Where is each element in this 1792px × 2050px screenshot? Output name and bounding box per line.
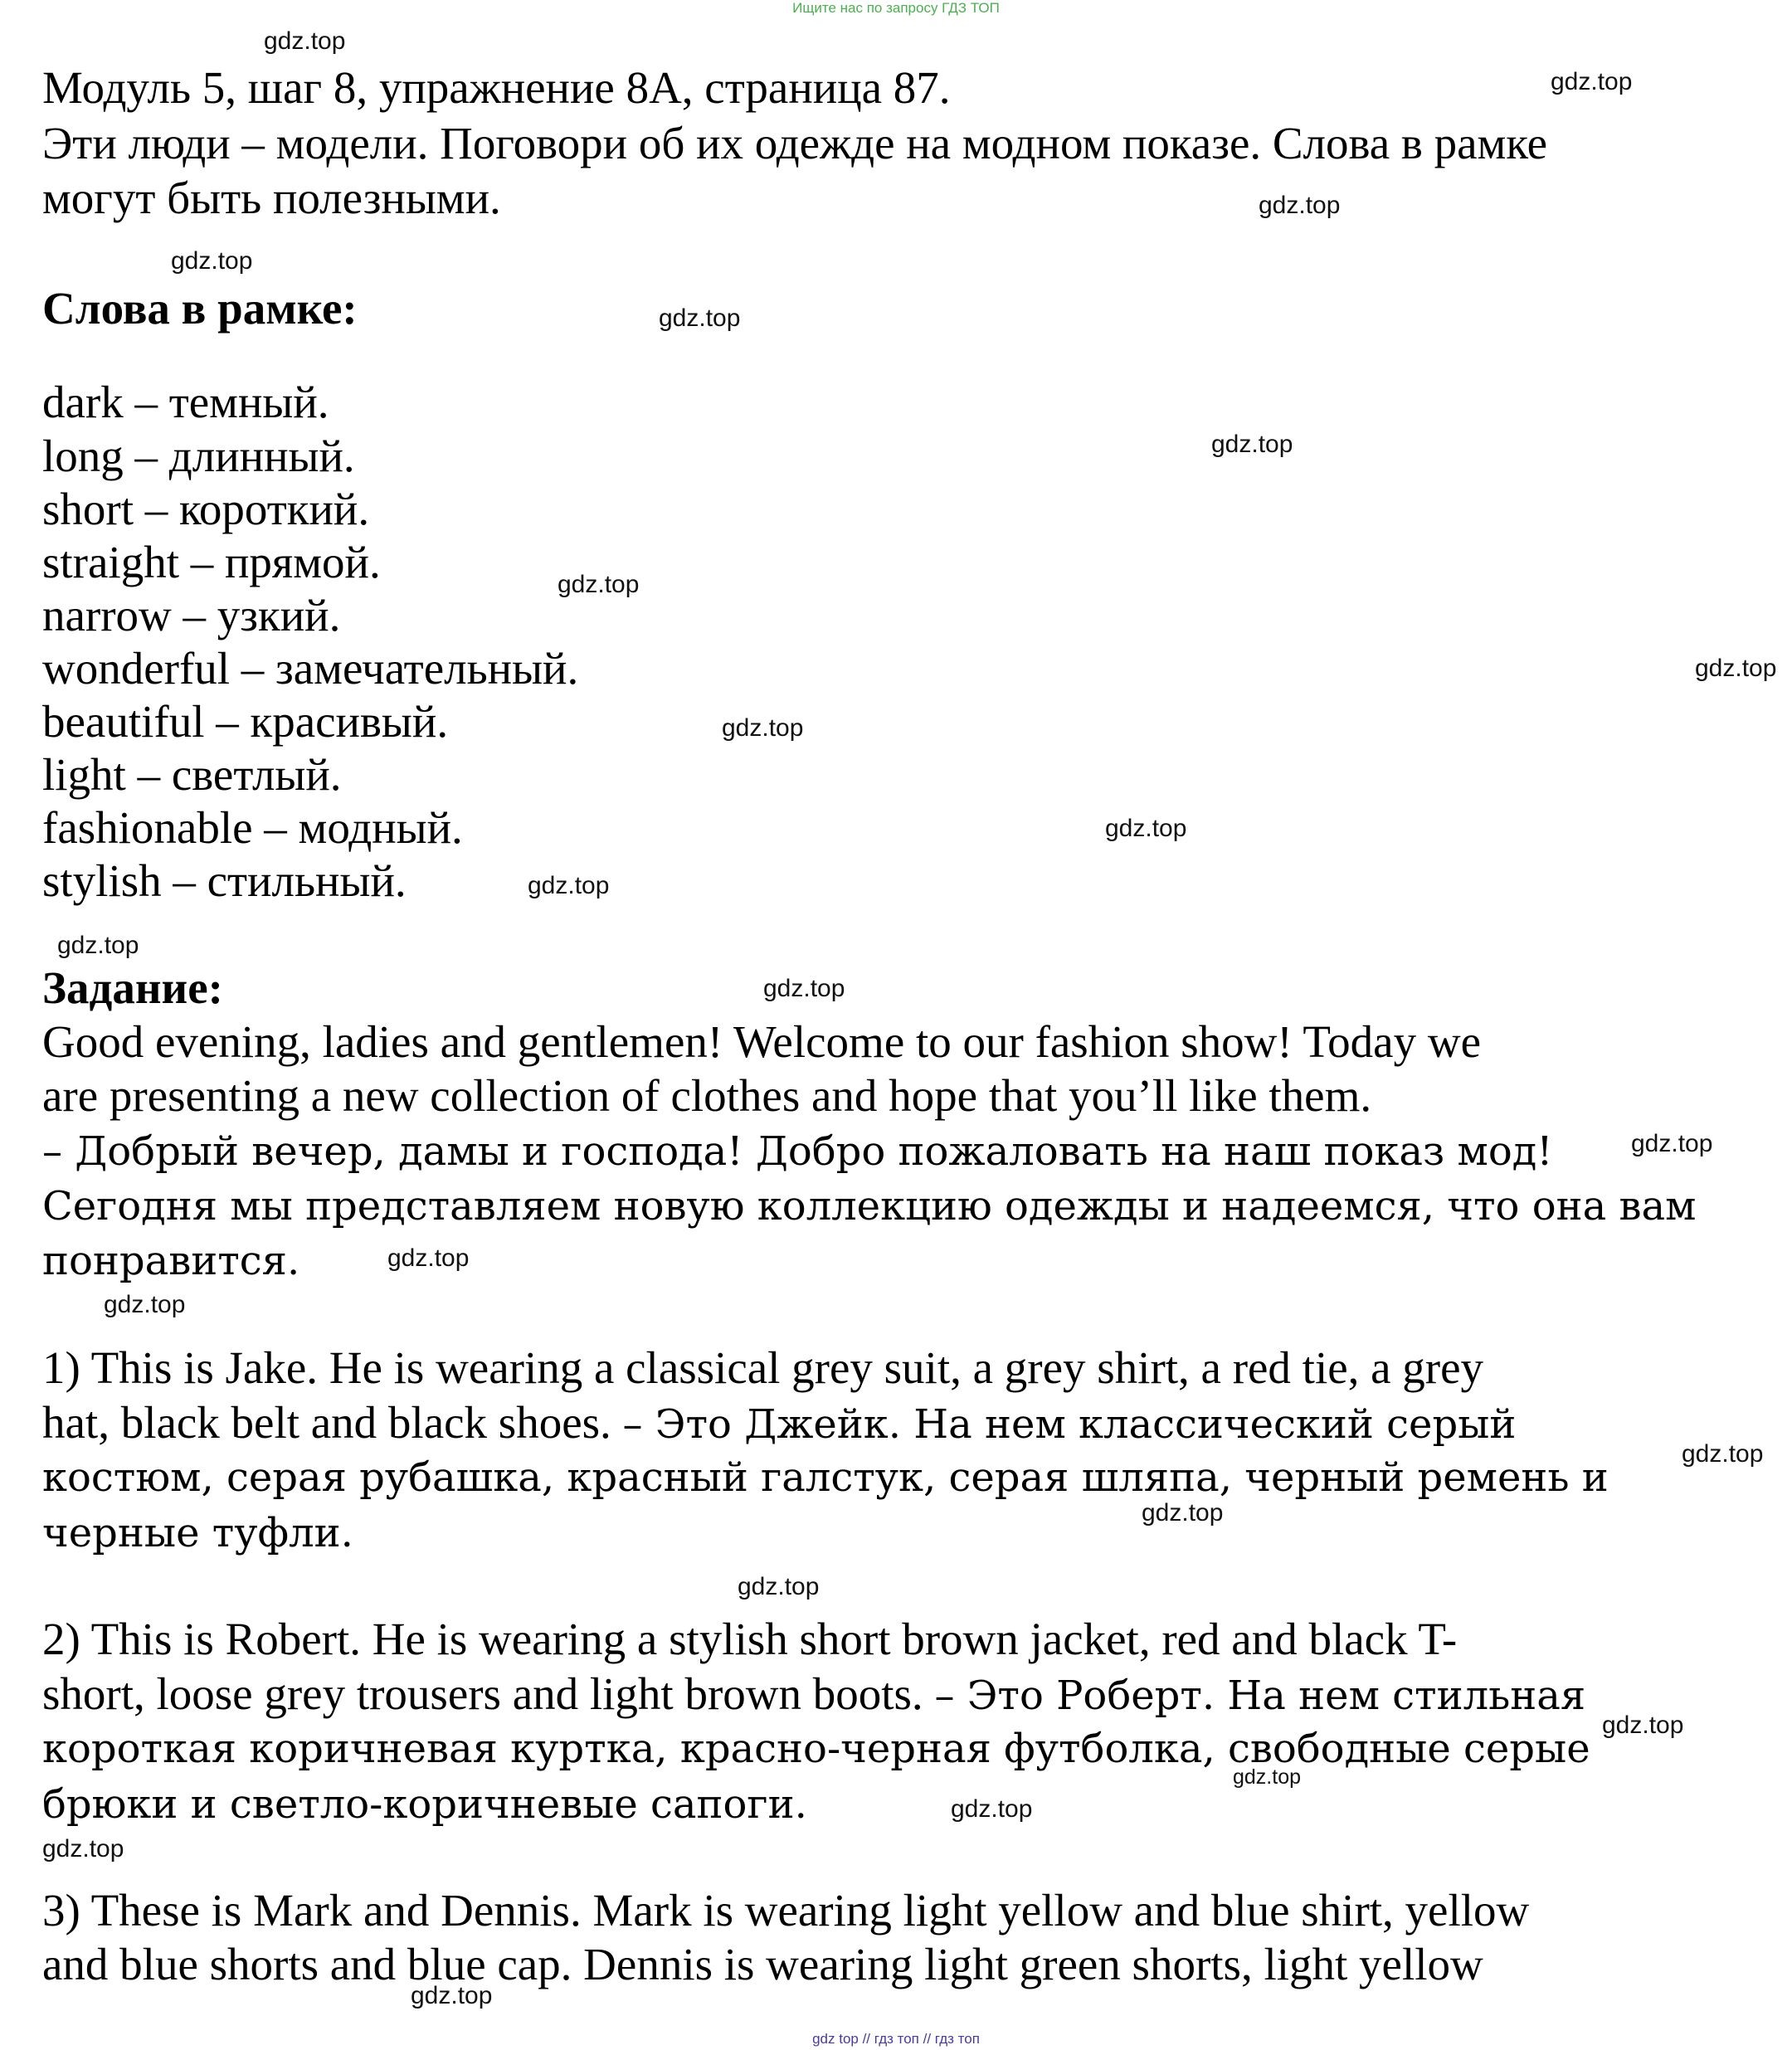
watermark: gdz.top [1695,655,1777,682]
word-item: long – длинный. [42,431,355,481]
words-title: Слова в рамке: [42,283,358,334]
watermark: gdz.top [1551,68,1633,95]
item1-english-text: hat, black belt and black shoes. [42,1397,623,1448]
word-item: narrow – узкий. [42,590,341,640]
item2-russian-text: – Это Роберт. На нем стильная [934,1673,1586,1719]
word-item: wonderful – замечательный. [42,643,579,694]
intro-line: могут быть полезными. [42,173,501,223]
task-title: Задание: [42,962,223,1013]
item1-russian-text: – Это Джейк. На нем классический серый [622,1401,1517,1448]
task-english-line: are presenting a new collection of clothes and hope that you’ll like them. [42,1070,1372,1121]
watermark: gdz.top [722,714,804,742]
top-banner: Ищите нас по запросу ГДЗ ТОП [792,0,1000,16]
item1-english-line: 1) This is Jake. He is wearing a classical grey suit, a grey shirt, a red tie, a grey [42,1342,1484,1393]
item3-english-line: 3) These is Mark and Dennis. Mark is wearing light yellow and blue shirt, yellow [42,1885,1530,1936]
item1-russian-line: костюм, серая рубашка, красный галстук, серая шляпа, черный ремень и [42,1454,1609,1501]
word-item: straight – прямой. [42,537,381,587]
watermark: gdz.top [264,27,346,55]
watermark: gdz.top [1105,815,1187,842]
item2-english-text: short, loose grey trousers and light brown boots. [42,1668,935,1719]
watermark: gdz.top [104,1291,186,1318]
task-russian-line: понравится. [42,1238,300,1284]
item2-english-line: 2) This is Robert. He is wearing a stylish short brown jacket, red and black T- [42,1614,1458,1664]
word-item: light – светлый. [42,749,342,800]
item1-mixed-line [42,1396,1516,1449]
watermark: gdz.top [387,1244,470,1272]
task-english-line: Good evening, ladies and gentlemen! Welcome to our fashion show! Today we [42,1016,1481,1067]
watermark: gdz.top [528,872,610,899]
bottom-banner: gdz top // гдз топ // гдз топ [812,2031,980,2047]
watermark: gdz.top [57,932,139,959]
watermark: gdz.top [1602,1712,1684,1739]
word-item: dark – темный. [42,377,329,427]
intro-line: Эти люди – модели. Поговори об их одежде на модном показе. Слова в рамке [42,118,1548,168]
watermark: gdz.top [42,1835,124,1863]
watermark: gdz.top [951,1795,1033,1823]
word-item: beautiful – красивый. [42,696,449,747]
item1-russian-line: черные туфли. [42,1510,353,1556]
watermark: gdz.top [171,247,253,275]
watermark: gdz.top [411,1982,493,2009]
watermark: gdz.top [1259,192,1341,219]
task-russian-line: – Добрый вечер, дамы и господа! Добро пожаловать на наш показ мод! [42,1128,1553,1175]
word-item: stylish – стильный. [42,855,407,906]
item3-english-line: and blue shorts and blue cap. Dennis is wearing light green shorts, light yellow [42,1939,1483,1989]
watermark: gdz.top [1682,1440,1764,1468]
word-item: fashionable – модный. [42,802,463,853]
watermark: gdz.top [738,1573,820,1600]
watermark: gdz.top [558,571,640,598]
task-russian-line: Сегодня мы представляем новую коллекцию одежды и надеемся, что она вам [42,1183,1697,1230]
item2-russian-line: брюки и светло-коричневые сапоги. [42,1781,807,1828]
item2-mixed-line [42,1668,1585,1720]
item2-russian-line: короткая коричневая куртка, красно-черная футболка, свободные серые [42,1726,1590,1772]
watermark: gdz.top [659,304,741,332]
watermark: gdz.top [1211,431,1293,458]
watermark: gdz.top [1233,1765,1302,1789]
watermark: gdz.top [1142,1499,1224,1527]
watermark: gdz.top [1631,1130,1713,1157]
watermark: gdz.top [763,975,845,1002]
word-item: short – короткий. [42,484,370,534]
page-heading: Модуль 5, шаг 8, упражнение 8А, страница 87. [42,62,951,113]
